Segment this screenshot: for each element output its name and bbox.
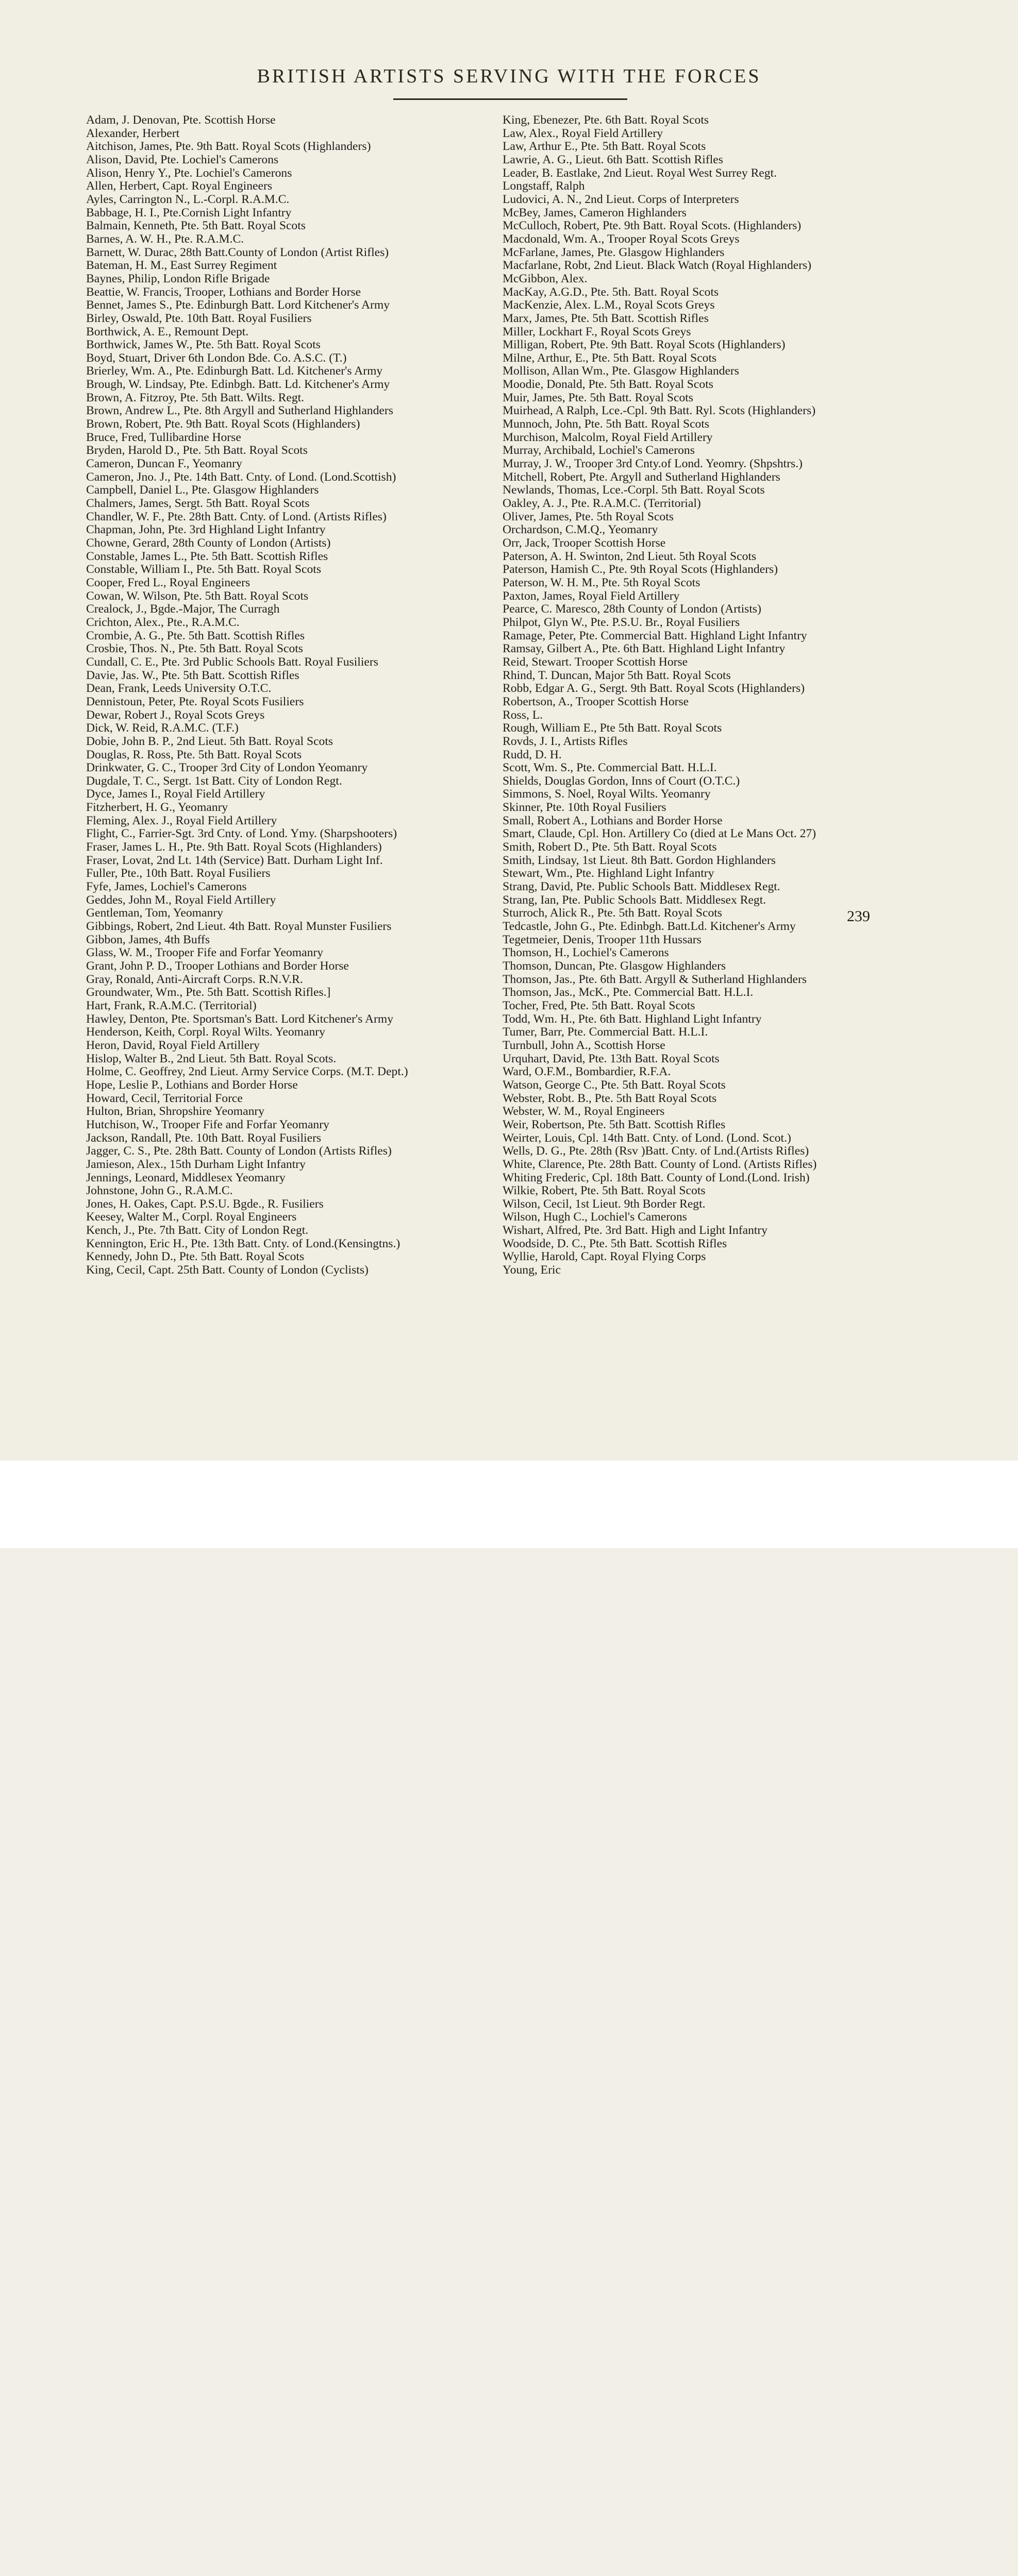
entry-line: Tocher, Fred, Pte. 5th Batt. Royal Scots: [503, 999, 695, 1012]
entry-line: Hart, Frank, R.A.M.C. (Territorial): [86, 999, 257, 1012]
right-column: [503, 114, 925, 1277]
entry-line: Barnes, A. W. H., Pte. R.A.M.C.: [86, 232, 244, 246]
entry-line: Ramsay, Gilbert A., Pte. 6th Batt. Highland Light Infantry: [503, 642, 786, 656]
entry-line: Fyfe, James, Lochiel's Camerons: [86, 880, 247, 894]
entry-line: Groundwater, Wm., Pte. 5th Batt. Scottish Rifles.]: [86, 986, 331, 999]
entry-line: Tedcastle, John G., Pte. Edinbgh. Batt.Ld. Kitchener's Army: [503, 920, 796, 934]
entry-line: Brown, Andrew L., Pte. 8th Argyll and Sutherland Highlanders: [86, 404, 393, 418]
entry-line: Philpot, Glyn W., Pte. P.S.U. Br., Royal Fusiliers: [503, 616, 740, 629]
entry-line: Gentleman, Tom, Yeomanry: [86, 907, 223, 920]
entry-line: Howard, Cecil, Territorial Force: [86, 1092, 243, 1105]
entry-line: Bruce, Fred, Tullibardine Horse: [86, 431, 241, 444]
left-column: [86, 114, 514, 1277]
entry-line: Alexander, Herbert: [86, 127, 180, 140]
entry-line: Borthwick, James W., Pte. 5th Batt. Royal Scots: [86, 338, 321, 352]
entry-line: Crichton, Alex., Pte., R.A.M.C.: [86, 616, 240, 629]
entry-line: Thomson, Duncan, Pte. Glasgow Highlanders: [503, 960, 726, 973]
entry-line: Pearce, C. Maresco, 28th County of London (Artists): [503, 603, 761, 616]
entry-line: Ludovici, A. N., 2nd Lieut. Corps of Interpreters: [503, 193, 739, 206]
entry-line: Wells, D. G., Pte. 28th (Rsv )Batt. Cnty. of Lnd.(Artists Rifles): [503, 1145, 809, 1158]
entry-line: Oakley, A. J., Pte. R.A.M.C. (Territorial): [503, 497, 701, 511]
entry-line: Robb, Edgar A. G., Sergt. 9th Batt. Royal Scots (Highlanders): [503, 682, 805, 696]
entry-line: Aitchison, James, Pte. 9th Batt. Royal Scots (Highlanders): [86, 140, 371, 154]
entry-line: Wilson, Cecil, 1st Lieut. 9th Border Regt.: [503, 1197, 706, 1211]
entry-line: Law, Alex., Royal Field Artillery: [503, 127, 663, 140]
entry-line: Fraser, James L. H., Pte. 9th Batt. Royal Scots (Highlanders): [86, 841, 382, 854]
entry-line: Weir, Robertson, Pte. 5th Batt. Scottish Rifles: [503, 1118, 726, 1131]
entry-line: Leader, B. Eastlake, 2nd Lieut. Royal West Surrey Regt.: [503, 166, 777, 180]
entry-line: Constable, James L., Pte. 5th Batt. Scottish Rifles: [86, 550, 328, 563]
entry-line: Cameron, Jno. J., Pte. 14th Batt. Cnty. of Lond. (Lond.Scottish): [86, 470, 396, 484]
entry-line: Strang, David, Pte. Public Schools Batt. Middlesex Regt.: [503, 880, 780, 894]
entry-line: Dugdale, T. C., Sergt. 1st Batt. City of London Regt.: [86, 774, 342, 788]
entry-line: Robertson, A., Trooper Scottish Horse: [503, 695, 689, 708]
entry-line: Milne, Arthur, E., Pte. 5th Batt. Royal Scots: [503, 351, 717, 365]
entry-line: Gibbon, James, 4th Buffs: [86, 933, 210, 946]
entry-line: MacKay, A.G.D., Pte. 5th. Batt. Royal Scots: [503, 285, 719, 299]
entry-line: Thomson, Jas., McK., Pte. Commercial Batt. H.L.I.: [503, 986, 754, 999]
entry-line: King, Cecil, Capt. 25th Batt. County of London (Cyclists): [86, 1264, 369, 1277]
entry-line: White, Clarence, Pte. 28th Batt. County of Lond. (Artists Rifles): [503, 1158, 817, 1171]
entry-line: Cowan, W. Wilson, Pte. 5th Batt. Royal Scots: [86, 589, 309, 603]
entry-line: Orr, Jack, Trooper Scottish Horse: [503, 537, 666, 550]
entry-line: Brough, W. Lindsay, Pte. Edinbgh. Batt. Ld. Kitchener's Army: [86, 378, 390, 392]
entry-line: Webster, Robt. B., Pte. 5th Batt Royal Scots: [503, 1092, 717, 1105]
entry-line: Munnoch, John, Pte. 5th Batt. Royal Scots: [503, 418, 710, 431]
entry-line: Scott, Wm. S., Pte. Commercial Batt. H.L.I.: [503, 761, 717, 775]
entry-line: Brown, A. Fitzroy, Pte. 5th Batt. Wilts. Regt.: [86, 391, 305, 404]
entry-line: Thomson, Jas., Pte. 6th Batt. Argyll & Sutherland Highlanders: [503, 973, 807, 986]
entry-line: Macfarlane, Robt, 2nd Lieut. Black Watch (Royal Highlanders): [503, 259, 812, 273]
entry-line: Hawley, Denton, Pte. Sportsman's Batt. Lord Kitchener's Army: [86, 1012, 394, 1026]
entry-line: Dewar, Robert J., Royal Scots Greys: [86, 708, 265, 722]
entry-line: Fuller, Pte., 10th Batt. Royal Fusiliers: [86, 867, 271, 880]
entry-line: Chapman, John, Pte. 3rd Highland Light Infantry: [86, 523, 326, 537]
entry-line: Bennet, James S., Pte. Edinburgh Batt. Lord Kitchener's Army: [86, 299, 390, 312]
entry-line: Milligan, Robert, Pte. 9th Batt. Royal Scots (Highlanders): [503, 338, 786, 352]
entry-line: Smart, Claude, Cpl. Hon. Artillery Co (died at Le Mans Oct. 27): [503, 827, 816, 841]
entry-line: Miller, Lockhart F., Royal Scots Greys: [503, 325, 691, 338]
entry-line: Muir, James, Pte. 5th Batt. Royal Scots: [503, 391, 693, 404]
entry-line: MacKenzie, Alex. L.M., Royal Scots Greys: [503, 299, 715, 312]
entry-line: Whiting Frederic, Cpl. 18th Batt. County of Lond.(Lond. Irish): [503, 1171, 810, 1184]
entry-line: Bryden, Harold D., Pte. 5th Batt. Royal Scots: [86, 444, 308, 457]
entry-line: Watson, George C., Pte. 5th Batt. Royal Scots: [503, 1078, 726, 1092]
entry-line: Hope, Leslie P., Lothians and Border Horse: [86, 1078, 298, 1092]
entry-line: Kennedy, John D., Pte. 5th Batt. Royal Scots: [86, 1250, 305, 1264]
entry-line: Kennington, Eric H., Pte. 13th Batt. Cnty. of Lond.(Kensingtns.): [86, 1237, 400, 1250]
entry-line: Chandler, W. F., Pte. 28th Batt. Cnty. of Lond. (Artists Rifles): [86, 510, 387, 523]
entry-line: Dean, Frank, Leeds University O.T.C.: [86, 682, 272, 696]
entry-line: Brierley, Wm. A., Pte. Edinburgh Batt. Ld. Kitchener's Army: [86, 365, 383, 378]
entry-line: Paterson, A. H. Swinton, 2nd Lieut. 5th Royal Scots: [503, 550, 757, 563]
entry-line: Murray, J. W., Trooper 3rd Cnty.of Lond. Yeomry. (Shpshtrs.): [503, 457, 803, 471]
entry-line: Cooper, Fred L., Royal Engineers: [86, 576, 251, 589]
entry-line: Ramage, Peter, Pte. Commercial Batt. Highland Light Infantry: [503, 629, 807, 642]
entry-line: Jamieson, Alex., 15th Durham Light Infantry: [86, 1158, 306, 1171]
entry-line: Paterson, Hamish C., Pte. 9th Royal Scots (Highlanders): [503, 563, 778, 577]
entry-line: Rhind, T. Duncan, Major 5th Batt. Royal Scots: [503, 669, 731, 682]
entry-line: Heron, David, Royal Field Artillery: [86, 1039, 260, 1052]
entry-line: Chalmers, James, Sergt. 5th Batt. Royal Scots: [86, 497, 310, 511]
entry-line: Holme, C. Geoffrey, 2nd Lieut. Army Service Corps. (M.T. Dept.): [86, 1065, 408, 1079]
entry-line: Tegetmeier, Denis, Trooper 11th Hussars: [503, 933, 702, 946]
entry-line: Hutchison, W., Trooper Fife and Forfar Yeomanry: [86, 1118, 329, 1131]
entry-line: Moodie, Donald, Pte. 5th Batt. Royal Scots: [503, 378, 713, 392]
entry-line: Babbage, H. I., Pte.Cornish Light Infantry: [86, 206, 292, 219]
entry-line: Wishart, Alfred, Pte. 3rd Batt. High and Light Infantry: [503, 1224, 768, 1238]
entry-line: Paterson, W. H. M., Pte. 5th Royal Scots: [503, 576, 700, 589]
entry-line: Brown, Robert, Pte. 9th Batt. Royal Scots (Highlanders): [86, 418, 360, 431]
entry-line: Jackson, Randall, Pte. 10th Batt. Royal Fusiliers: [86, 1131, 322, 1145]
entry-line: Campbell, Daniel L., Pte. Glasgow Highlanders: [86, 484, 319, 497]
entry-line: Small, Robert A., Lothians and Border Horse: [503, 814, 723, 827]
entry-line: Ward, O.F.M., Bombardier, R.F.A.: [503, 1065, 671, 1079]
entry-line: Jennings, Leonard, Middlesex Yeomanry: [86, 1171, 286, 1184]
entry-line: Turnbull, John A., Scottish Horse: [503, 1039, 665, 1052]
entry-line: Jones, H. Oakes, Capt. P.S.U. Bgde., R. Fusiliers: [86, 1197, 324, 1211]
entry-line: Johnstone, John G., R.A.M.C.: [86, 1184, 233, 1198]
entry-line: Murray, Archibald, Lochiel's Camerons: [503, 444, 695, 457]
entry-line: Dick, W. Reid, R.A.M.C. (T.F.): [86, 722, 239, 735]
entry-line: Rough, William E., Pte 5th Batt. Royal Scots: [503, 722, 722, 735]
entry-line: Flight, C., Farrier-Sgt. 3rd Cnty. of Lond. Ymy. (Sharpshooters): [86, 827, 397, 841]
entry-line: McCulloch, Robert, Pte. 9th Batt. Royal Scots. (Highlanders): [503, 219, 802, 233]
entry-line: Chowne, Gerard, 28th County of London (Artists): [86, 537, 331, 550]
entry-line: Crosbie, Thos. N., Pte. 5th Batt. Royal Scots: [86, 642, 303, 656]
entry-line: Young, Eric: [503, 1264, 561, 1277]
entry-line: Orchardson, C.M.Q., Yeomanry: [503, 523, 658, 537]
entry-line: Wyllie, Harold, Capt. Royal Flying Corps: [503, 1250, 706, 1264]
entry-line: Crealock, J., Bgde.-Major, The Curragh: [86, 603, 280, 616]
entry-line: Birley, Oswald, Pte. 10th Batt. Royal Fusiliers: [86, 312, 312, 325]
entry-line: Shields, Douglas Gordon, Inns of Court (O.T.C.): [503, 774, 740, 788]
entry-line: Alison, David, Pte. Lochiel's Camerons: [86, 153, 279, 166]
entry-line: Crombie, A. G., Pte. 5th Batt. Scottish Rifles: [86, 629, 305, 642]
entry-line: McGibbon, Alex.: [503, 272, 588, 285]
entry-line: Allen, Herbert, Capt. Royal Engineers: [86, 180, 273, 193]
entry-line: Keesey, Walter M., Corpl. Royal Engineers: [86, 1211, 297, 1224]
entry-line: Tumer, Barr, Pte. Commercial Batt. H.L.I.: [503, 1026, 708, 1039]
page-number: 239: [847, 908, 870, 925]
entry-line: Mollison, Allan Wm., Pte. Glasgow Highlanders: [503, 365, 739, 378]
entry-line: Fraser, Lovat, 2nd Lt. 14th (Service) Batt. Durham Light Inf.: [86, 854, 383, 867]
entry-line: Grant, John P. D., Trooper Lothians and Border Horse: [86, 960, 349, 973]
entry-line: Wilkie, Robert, Pte. 5th Batt. Royal Scots: [503, 1184, 706, 1198]
entry-line: McFarlane, James, Pte. Glasgow Highlanders: [503, 246, 725, 259]
entry-line: Macdonald, Wm. A., Trooper Royal Scots Greys: [503, 232, 740, 246]
entry-line: Baynes, Philip, London Rifle Brigade: [86, 272, 270, 285]
entry-line: Borthwick, A. E., Remount Dept.: [86, 325, 249, 338]
entry-line: Hislop, Walter B., 2nd Lieut. 5th Batt. Royal Scots.: [86, 1052, 337, 1065]
entry-line: Paxton, James, Royal Field Artillery: [503, 589, 680, 603]
footer-bar: [0, 1461, 1018, 1548]
entry-line: Newlands, Thomas, Lce.-Corpl. 5th Batt. Royal Scots: [503, 484, 765, 497]
entry-line: Longstaff, Ralph: [503, 180, 585, 193]
entry-line: Barnett, W. Durac, 28th Batt.County of London (Artist Rifles): [86, 246, 389, 259]
entry-line: Cameron, Duncan F., Yeomanry: [86, 457, 242, 471]
entry-line: Weirter, Louis, Cpl. 14th Batt. Cnty. of Lond. (Lond. Scot.): [503, 1131, 791, 1145]
entry-line: Ross, L.: [503, 708, 543, 722]
entry-line: Smith, Lindsay, 1st Lieut. 8th Batt. Gordon Highlanders: [503, 854, 776, 867]
entry-line: Rudd, D. H.: [503, 748, 562, 761]
title-rule: [393, 98, 627, 100]
entry-line: Thomson, H., Lochiel's Camerons: [503, 946, 669, 960]
entry-line: Gibbings, Robert, 2nd Lieut. 4th Batt. Royal Munster Fusiliers: [86, 920, 392, 934]
entry-line: Strang, Ian, Pte. Public Schools Batt. Middlesex Regt.: [503, 893, 766, 907]
entry-line: Geddes, John M., Royal Field Artillery: [86, 893, 276, 907]
entry-line: Todd, Wm. H., Pte. 6th Batt. Highland Light Infantry: [503, 1012, 762, 1026]
entry-line: Bateman, H. M., East Surrey Regiment: [86, 259, 277, 273]
entry-line: Henderson, Keith, Corpl. Royal Wilts. Yeomanry: [86, 1026, 325, 1039]
entry-line: Hulton, Brian, Shropshire Yeomanry: [86, 1105, 265, 1118]
entry-line: Cundall, C. E., Pte. 3rd Public Schools Batt. Royal Fusiliers: [86, 655, 378, 669]
entry-line: Davie, Jas. W., Pte. 5th Batt. Scottish Rifles: [86, 669, 299, 682]
entry-line: McBey, James, Cameron Highlanders: [503, 206, 687, 219]
entry-line: King, Ebenezer, Pte. 6th Batt. Royal Scots: [503, 114, 709, 127]
entry-line: Oliver, James, Pte. 5th Royal Scots: [503, 510, 674, 523]
entry-line: Sturroch, Alick R., Pte. 5th Batt. Royal Scots: [503, 907, 722, 920]
entry-line: Kench, J., Pte. 7th Batt. City of London Regt.: [86, 1224, 309, 1238]
entry-line: Stewart, Wm., Pte. Highland Light Infantry: [503, 867, 714, 880]
entry-line: Reid, Stewart. Trooper Scottish Horse: [503, 655, 688, 669]
entry-line: Boyd, Stuart, Driver 6th London Bde. Co. A.S.C. (T.): [86, 351, 347, 365]
entry-line: Skinner, Pte. 10th Royal Fusiliers: [503, 801, 666, 815]
entry-line: Beattie, W. Francis, Trooper, Lothians and Border Horse: [86, 285, 361, 299]
page-title: BRITISH ARTISTS SERVING WITH THE FORCES: [257, 65, 761, 87]
entry-line: Law, Arthur E., Pte. 5th Batt. Royal Scots: [503, 140, 706, 154]
entry-line: Balmain, Kenneth, Pte. 5th Batt. Royal Scots: [86, 219, 306, 233]
entry-line: Dyce, James I., Royal Field Artillery: [86, 788, 265, 801]
entry-line: Jagger, C. S., Pte. 28th Batt. County of London (Artists Rifles): [86, 1145, 392, 1158]
entry-line: Muirhead, A Ralph, Lce.-Cpl. 9th Batt. Ryl. Scots (Highlanders): [503, 404, 816, 418]
entry-line: Glass, W. M., Trooper Fife and Forfar Yeomanry: [86, 946, 324, 960]
entry-line: Alison, Henry Y., Pte. Lochiel's Camerons: [86, 166, 292, 180]
entry-line: Fitzherbert, H. G., Yeomanry: [86, 801, 228, 815]
entry-line: Drinkwater, G. C., Trooper 3rd City of London Yeomanry: [86, 761, 368, 775]
entry-line: Constable, William I., Pte. 5th Batt. Royal Scots: [86, 563, 322, 577]
entry-line: Marx, James, Pte. 5th Batt. Scottish Rifles: [503, 312, 709, 325]
entry-line: Rovds, J. I., Artists Rifles: [503, 735, 628, 748]
entry-line: Mitchell, Robert, Pte. Argyll and Sutherland Highlanders: [503, 470, 780, 484]
entry-line: Dobie, John B. P., 2nd Lieut. 5th Batt. Royal Scots: [86, 735, 333, 748]
entry-line: Fleming, Alex. J., Royal Field Artillery: [86, 814, 277, 827]
entry-line: Douglas, R. Ross, Pte. 5th Batt. Royal Scots: [86, 748, 302, 761]
entry-line: Woodside, D. C., Pte. 5th Batt. Scottish Rifles: [503, 1237, 727, 1250]
entry-line: Lawrie, A. G., Lieut. 6th Batt. Scottish Rifles: [503, 153, 723, 166]
entry-line: Murchison, Malcolm, Royal Field Artillery: [503, 431, 713, 444]
entry-line: Dennistoun, Peter, Pte. Royal Scots Fusiliers: [86, 695, 304, 708]
entry-line: Wilson, Hugh C., Lochiel's Camerons: [503, 1211, 687, 1224]
entry-line: Adam, J. Denovan, Pte. Scottish Horse: [86, 114, 276, 127]
entry-line: Urquhart, David, Pte. 13th Batt. Royal Scots: [503, 1052, 720, 1065]
entry-line: Smith, Robert D., Pte. 5th Batt. Royal Scots: [503, 841, 717, 854]
entry-line: Ayles, Carrington N., L.-Corpl. R.A.M.C.: [86, 193, 290, 206]
entry-line: Webster, W. M., Royal Engineers: [503, 1105, 665, 1118]
entry-line: Simmons, S. Noel, Royal Wilts. Yeomanry: [503, 788, 711, 801]
entry-line: Gray, Ronald, Anti-Aircraft Corps. R.N.V.R.: [86, 973, 303, 986]
